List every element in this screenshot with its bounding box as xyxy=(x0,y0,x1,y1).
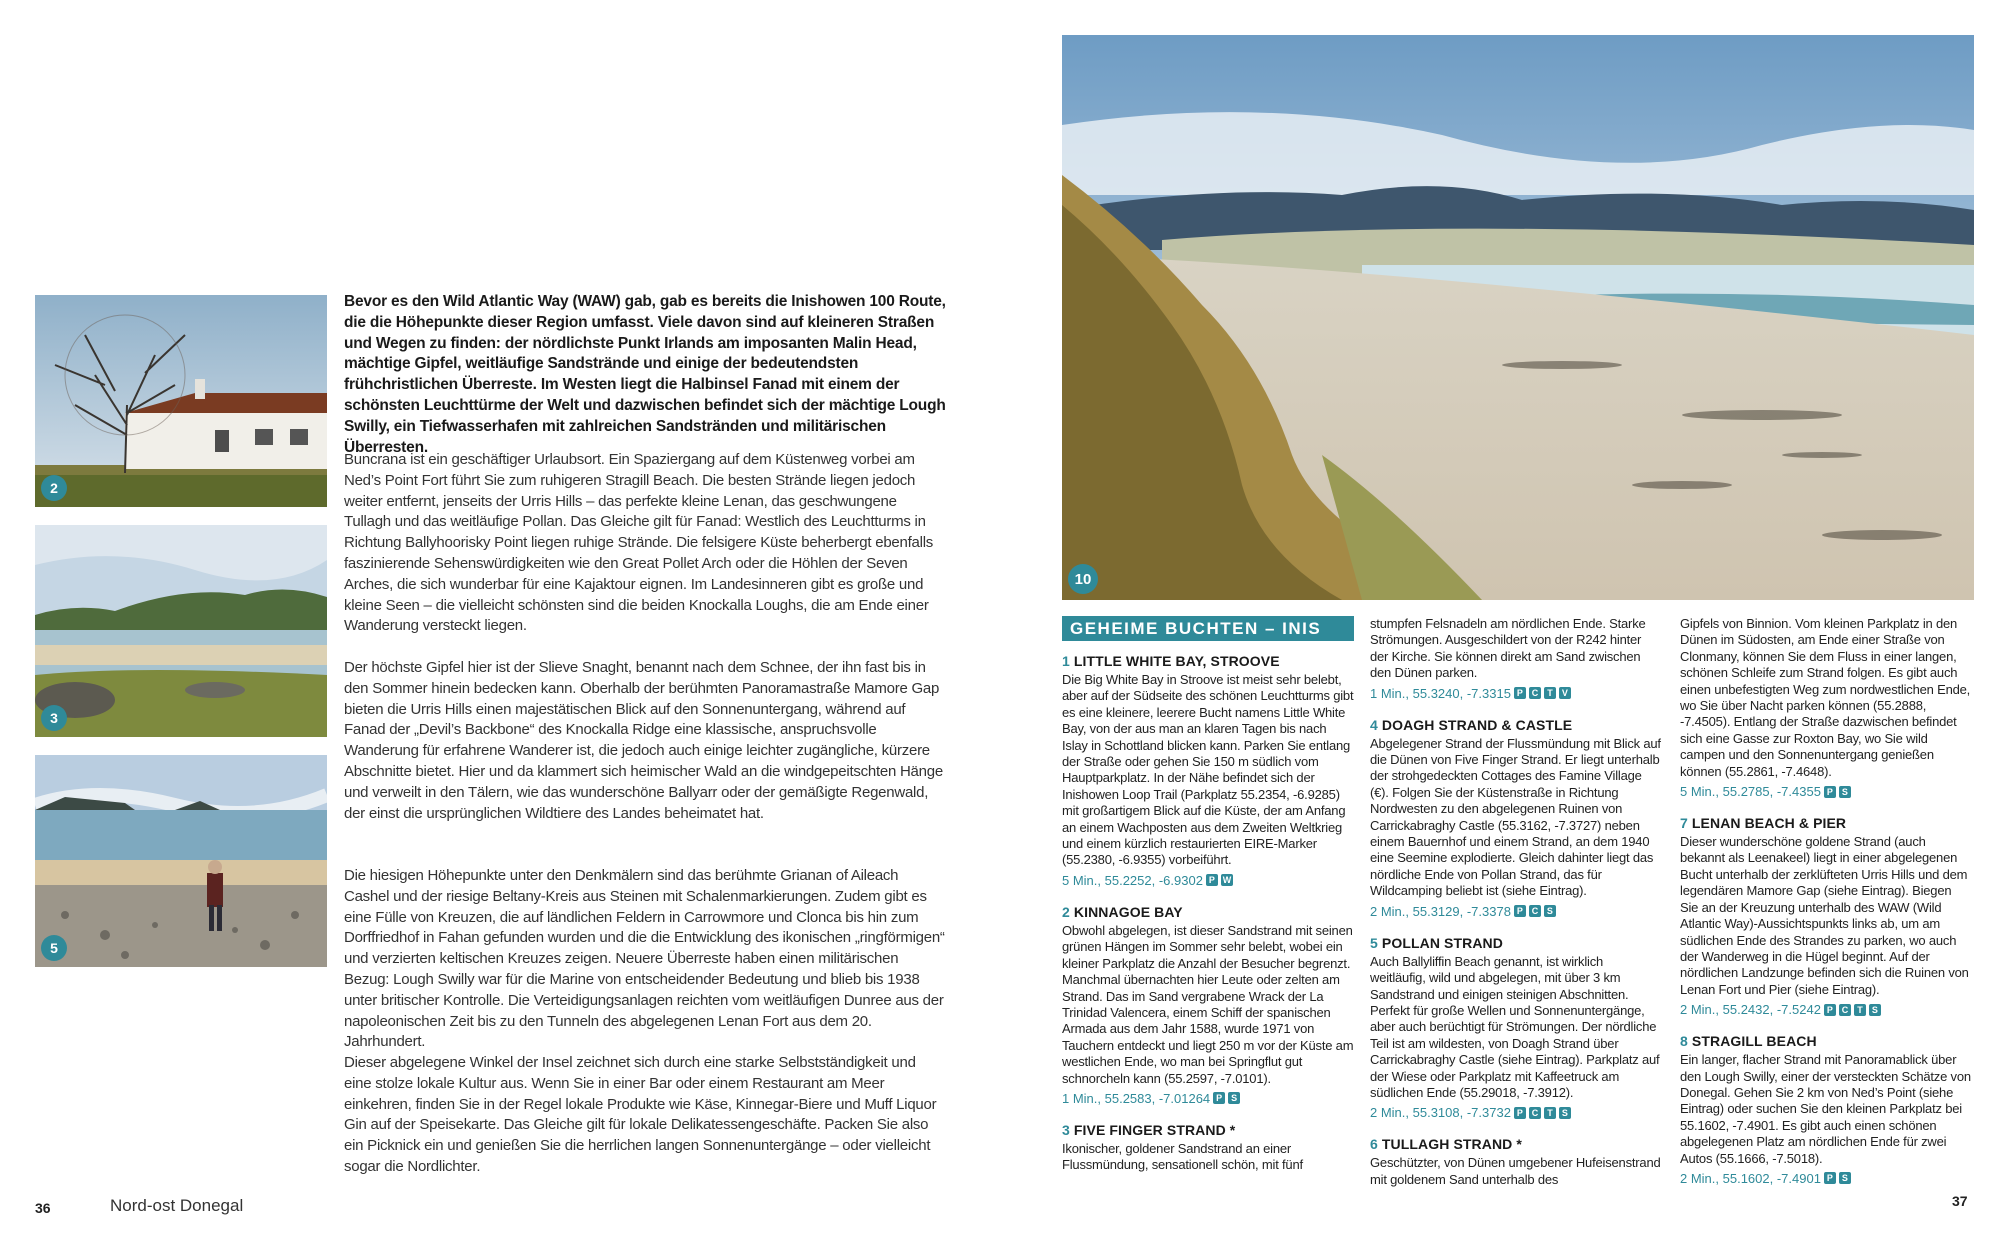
entry-meta: 5 Min., 55.2252, -6.9302 P W xyxy=(1062,872,1232,888)
entry-title: 2 KINNAGOE BAY xyxy=(1062,903,1183,920)
swim-icon: S xyxy=(1228,1092,1240,1104)
photo-badge: 10 xyxy=(1068,564,1098,594)
warning-icon: V xyxy=(1559,687,1571,699)
parking-icon: P xyxy=(1514,1107,1526,1119)
body-paragraph: Die hiesigen Höhepunkte unter den Denkmälern sind das berühmte Grianan of Aileach Cashel und der riesige Beltany-Kreis aus Steinen mit Schalenmarkierungen. Zudem gibt es eine Fülle von Kreuzen, die auf ländlichen Feldern in Carrowmore und Clonca bis hin zum Dorffriedhof in Fahan gefunden wurden und die die Entwicklung des ikonischen „ringförmigen“ und verzierten keltischen Kreuzes zeigen. Neuere Überreste haben einen militärischen Bezug: Lough Swilly war für die Marine von entscheidender Bedeutung und blieb bis 1938 unter britischer Kontrolle. Die Verteidigungsanlagen reichten vom weitläufigen Dunree aus der napoleonischen Zeit bis zu den Tunneln des abgelegenen Lenan Fort aus dem 20. Jahrhundert. xyxy=(344,867,945,1051)
list-item xyxy=(1062,1121,1354,1174)
entry-title: 5 POLLAN STRAND xyxy=(1370,934,1503,951)
page-number-right: 37 xyxy=(1952,1193,1968,1209)
entry-meta: 2 Min., 55.2432, -7.5242 P C T S xyxy=(1680,1001,1972,1018)
photo-badge: 2 xyxy=(41,475,67,501)
entry-text: Gipfels von Binnion. Vom kleinen Parkplatz in den Dünen im Südosten, am Ende einer Straße von Clonmany, können Sie dem Fluss in einer langen, schönen Schleife zum Strand folgen. Es gibt auch einen unbefestigten Weg zum nordwestlichen Ende, wo Sie über Nacht parken können (55.2888, -7.4505). Entlang der Straße dazwischen befindet sich eine Gasse zur Roxton Bay, wo Sie wild campen und den Sonnenuntergang genießen können (55.2861, -7.4648). xyxy=(1680,616,1971,779)
entries-column-2 xyxy=(1370,616,1662,1202)
entry-text: Abgelegener Strand der Flussmündung mit Blick auf die Dünen von Five Finger Strand. Er liegt unterhalb der strohgedeckten Cottages des Famine Village (€). Folgen Sie der Küstenstraße in Richtung Nordwesten zu den abgelegenen Ruinen von Carrickabraghy Castle (55.3162, -7.3727) neben einem Bauernhof und einem Strand, an dem 1940 eine Seemine explodierte. Gleich dahinter liegt das nördliche Ende von Pollan Strand, das für Wildcamping beliebt ist (siehe Eintrag). xyxy=(1370,735,1661,899)
entry-title: 7 LENAN BEACH & PIER xyxy=(1680,815,1847,832)
beach-illustration xyxy=(35,755,327,967)
swim-icon: S xyxy=(1559,1107,1571,1119)
entry-title: 4 DOAGH STRAND & CASTLE xyxy=(1370,716,1573,733)
swim-icon: S xyxy=(1839,1172,1851,1184)
swim-icon: S xyxy=(1544,905,1556,917)
camping-icon: C xyxy=(1529,1107,1541,1119)
cottage-illustration xyxy=(35,295,327,507)
photo-cottage xyxy=(35,295,327,507)
entry-meta: 5 Min., 55.2785, -7.4355 P S xyxy=(1680,783,1972,800)
entry-text: Die Big White Bay in Stroove ist meist sehr belebt, aber auf der Südseite des schönen Leuchtturms gibt es eine kleinere, leerere Bucht namens Little White Bay, von der aus man an klaren Tagen bis nach Islay in Schottland blicken kann. Parken Sie entlang der Straße oder gehen Sie 150 m südlich vom Hauptparkplatz. In der Nähe befindet sich der Inishowen Loop Trail (Parkplatz 55.2354, -6.9285) mit großartigem Blick auf die Küste, der am Anfang an einem Wachposten aus dem Zweiten Weltkrieg und einem kürzlich restaurierten EIRE-Marker (55.2380, -6.9355) vorbeiführt. xyxy=(1062,672,1354,868)
entry-meta: 2 Min., 55.3108, -7.3732 P C T S xyxy=(1370,1104,1662,1121)
dune-beach-illustration xyxy=(1062,35,1974,600)
swim-icon: S xyxy=(1839,786,1851,798)
parking-icon: P xyxy=(1824,786,1836,798)
camping-icon: C xyxy=(1529,905,1541,917)
photo-bay-hills xyxy=(35,525,327,737)
photo-badge: 5 xyxy=(41,935,67,961)
intro-paragraph: Bevor es den Wild Atlantic Way (WAW) gab, gab es bereits die Inishowen 100 Route, die die Höhepunkte dieser Region umfasst. Viele davon sind auf kleineren Straßen und Wegen zu finden: der nördlichste Punkt Irlands am imposanten Malin Head, mächtige Gipfel, weitläufige Sandstrände und einige der bedeutendsten frühchristlichen Überreste. Im Westen liegt die Halbinsel Fanad mit einem der schönsten Leuchttürme der Welt und dazwischen befindet sich der mächtige Lough Swilly, ein Tiefwasserhafen mit zahlreichen Sandstränden und militärischen Überresten. xyxy=(344,293,946,456)
entry-text: Dieser wunderschöne goldene Strand (auch bekannt als Leenakeel) liegt in einer abgelegenen Bucht unterhalb der zerklüfteten Urris Hills und dem legendären Mamore Gap (siehe Eintrag). Biegen Sie an der Kreuzung unterhalb des WAW (Wild Atlantic Way)-Aussichtspunkts links ab, um am südlichen Ende des Strandes zu parken, wo auch der Wanderweg in die Hügel beginnt. Auf der nördlichen Landzunge befinden sich die Ruinen von Lenan Fort und Pier (siehe Eintrag). xyxy=(1680,834,1969,997)
list-item xyxy=(1370,616,1662,702)
camping-icon: C xyxy=(1529,687,1541,699)
photo-pebble-beach xyxy=(35,755,327,967)
toilet-icon: T xyxy=(1544,1107,1556,1119)
toilet-icon: T xyxy=(1544,687,1556,699)
entry-title: 3 FIVE FINGER STRAND * xyxy=(1062,1121,1236,1138)
list-item xyxy=(1062,903,1354,1107)
list-item xyxy=(1370,1135,1662,1188)
list-item xyxy=(1680,616,1972,800)
page-number-left: 36 xyxy=(35,1200,51,1216)
entry-meta: 2 Min., 55.3129, -7.3378 P C S xyxy=(1370,903,1662,920)
entry-text: Geschützter, von Dünen umgebener Hufeisenstrand mit goldenem Sand unterhalb des xyxy=(1370,1155,1661,1187)
body-paragraph: Dieser abgelegene Winkel der Insel zeichnet sich durch eine starke Selbstständigkeit und eine stolze lokale Kultur aus. Wenn Sie in einer Bar oder einem Restaurant am Meer einkehren, finden Sie in der Regel lokale Produkte wie Käse, Kinnegar-Biere und Muff Liquor Gin auf der Speisekarte. Das Gleiche gilt für lokale Delikatessengeschäfte. Packen Sie also ein Picknick ein und genießen Sie die herrlichen langen Sonnenuntergänge – oder vielleicht sogar die Nordlichter. xyxy=(344,1054,937,1175)
parking-icon: P xyxy=(1514,905,1526,917)
entry-text: Obwohl abgelegen, ist dieser Sandstrand mit seinen grünen Hängen im Sommer sehr belebt, wobei ein kleiner Parkplatz die Anzahl der Besucher begrenzt. Manchmal übernachten hier Leute oder zelten am Strand. Das im Sand vergrabene Wrack der La Trinidad Valencera, einem Schiff der spanischen Armada aus dem Jahr 1588, wurde 1971 von Tauchern entdeckt und liegt 250 m vor der Küste am westlichen Ende, wo man bei Springflut gut schnorcheln kann (55.2597, -7.0101). xyxy=(1062,922,1354,1086)
list-item xyxy=(1680,814,1972,1018)
list-item xyxy=(1370,716,1662,920)
entries-column-1 xyxy=(1062,652,1354,1188)
swim-icon: S xyxy=(1869,1004,1881,1016)
entry-title: 8 STRAGILL BEACH xyxy=(1680,1033,1817,1050)
running-head: Nord-ost Donegal xyxy=(110,1196,244,1215)
list-item xyxy=(1370,934,1662,1122)
list-item xyxy=(1680,1032,1972,1187)
entry-title: 1 LITTLE WHITE BAY, STROOVE xyxy=(1062,653,1280,669)
parking-icon: P xyxy=(1824,1172,1836,1184)
entry-text: stumpfen Felsnadeln am nördlichen Ende. Starke Strömungen. Ausgeschildert von der R242 hinter der Kirche. Sie können direkt am Sand zwischen den Dünen parken. xyxy=(1370,616,1646,681)
parking-icon: P xyxy=(1514,687,1526,699)
camping-icon: C xyxy=(1839,1004,1851,1016)
entries-column-3 xyxy=(1680,616,1972,1201)
parking-icon: P xyxy=(1824,1004,1836,1016)
entry-meta: 1 Min., 55.3240, -7.3315 P C T V xyxy=(1370,685,1662,702)
photo-badge: 3 xyxy=(41,705,67,731)
entry-meta: 2 Min., 55.1602, -7.4901 P S xyxy=(1680,1170,1972,1187)
walk-icon: W xyxy=(1222,875,1232,886)
photo-dune-beach xyxy=(1062,35,1974,600)
entry-text: Ein langer, flacher Strand mit Panoramablick über den Lough Swilly, einer der versteckten Schätze von Donegal. Gehen Sie 2 km von Ned’s Point (siehe Eintrag) oder suchen Sie den kleinen Parkplatz bei 55.1602, -7.4901. Es gibt auch einen schönen abgelegenen Platz am nördlichen Ende für zwei Autos (55.1666, -7.5018). xyxy=(1680,1052,1971,1166)
toilet-icon: T xyxy=(1854,1004,1866,1016)
parking-icon: P xyxy=(1206,874,1218,886)
bay-illustration xyxy=(35,525,327,737)
entry-text: Ikonischer, goldener Sandstrand an einer Flussmündung, sensationell schön, mit fünf xyxy=(1062,1140,1303,1173)
section-title: GEHEIME BUCHTEN – INIS xyxy=(1062,616,1354,641)
list-item xyxy=(1062,652,1354,889)
entry-text: Auch Ballyliffin Beach genannt, ist wirklich weitläufig, wild und abgelegen, mit über 3 km Sandstrand und einigen steinigen Abschnitten. Perfekt für große Wellen und Sonnenuntergänge, aber auch berüchtigt für Strömungen. Der nördliche Teil ist am wildesten, von Doagh Strand über Carrickabraghy Castle (siehe Eintrag). Parkplatz auf der Wiese oder Parkplatz mit Kaffeetruck am südlichen Ende (55.29018, -7.3912). xyxy=(1370,953,1660,1100)
body-paragraph: Der höchste Gipfel hier ist der Slieve Snaght, benannt nach dem Schnee, der ihn fast bis in den Sommer hinein bedecken kann. Oberhalb der berühmten Panoramastraße Mamore Gap bieten die Urris Hills einen majestätischen Blick auf den Sonnenuntergang, während auf Fanad der „Devil’s Backbone“ des Knockalla Ridge eine klassische, anspruchsvolle Wanderung für erfahrene Wanderer ist, die jedoch auch einige leichter zugängliche, kürzere Abschnitte bietet. Hier und da klammert sich heimischer Wald an die windgepeitschten Hänge und verweilt in den Tälern, wie das wunderschöne Ballyarr oder der gemäßigte Regenwald, der einst die ursprünglichen Wildtiere des Landes beheimatet hat. xyxy=(344,659,943,822)
body-paragraph: Buncrana ist ein geschäftiger Urlaubsort. Ein Spaziergang auf dem Küstenweg vorbei am Ned’s Point Fort führt Sie zum ruhigeren Stragill Beach. Die besten Strände liegen jedoch weiter entfernt, jenseits der Urris Hills – das perfekte kleine Lenan, das geschwungene Tullagh und das weitläufige Pollan. Das Gleiche gilt für Fanad: Westlich des Leuchtturms in Richtung Ballyhoorisky Point liegen ruhige Strände. Die felsigere Küste beherbergt ebenfalls faszinierende Sehenswürdigkeiten wie den Great Pollet Arch oder die Höhlen der Seven Arches, die sich wunderbar für eine Kajaktour eignen. Im Landesinneren gibt es große und kleine Seen – die vielleicht schönsten sind die beiden Knockalla Loughs, die am Ende einer Wanderung versteckt liegen. xyxy=(344,451,934,635)
parking-icon: P xyxy=(1213,1092,1225,1104)
entry-meta: 1 Min., 55.2583, -7.01264 P S xyxy=(1062,1090,1354,1107)
entry-title: 6 TULLAGH STRAND * xyxy=(1370,1136,1522,1153)
